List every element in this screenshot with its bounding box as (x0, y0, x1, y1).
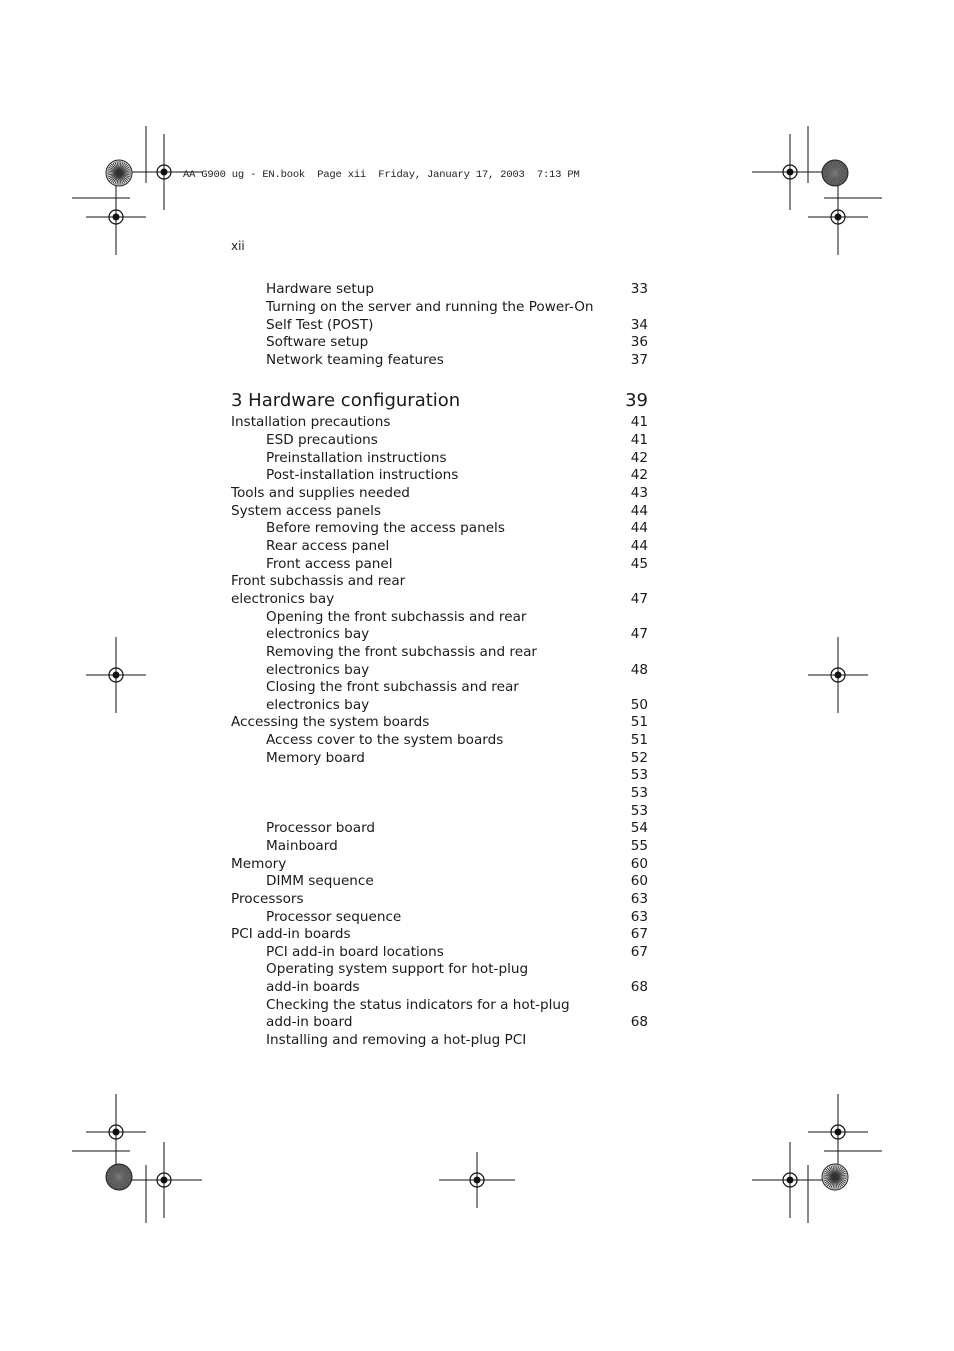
registration-target-dot (787, 169, 794, 176)
toc-entry-title: Front access panel (266, 556, 393, 572)
toc-entry-page: 45 (630, 556, 648, 572)
registration-target-dot (161, 169, 168, 176)
toc-entry-title: PCI add-in boards (231, 926, 351, 942)
toc-entry-title: Memory (231, 856, 287, 872)
toc-entry-title: electronics bay (266, 697, 370, 713)
toc-entry-title: ESD precautions (266, 432, 378, 448)
registration-target-dot (787, 1177, 794, 1184)
toc-entry-page: 53 (630, 785, 648, 801)
toc-entry-title: Mainboard (266, 838, 338, 854)
registration-target-dot (113, 672, 120, 679)
toc-entry-title: Processor sequence (266, 909, 402, 925)
toc-entry-title: Memory board (266, 750, 365, 766)
toc-entry-page: 33 (630, 281, 648, 297)
toc-entry-page: 60 (630, 856, 648, 872)
toc-chapter-page: 39 (625, 390, 648, 411)
toc-entry-title: add-in boards (266, 979, 360, 995)
toc-entry-page: 48 (630, 662, 648, 678)
toc-entry-title: Before removing the access panels (266, 520, 505, 536)
toc-entry-title: PCI add-in board locations (266, 944, 444, 960)
toc-entry-page: 50 (630, 697, 648, 713)
toc-entry-title: Installation precautions (231, 414, 391, 430)
toc-entry-title: electronics bay (266, 662, 370, 678)
toc-entry-title: Post-installation instructions (266, 467, 459, 483)
toc-entry-title: Closing the front subchassis and rear (266, 679, 519, 695)
registration-target-dot (835, 672, 842, 679)
toc-entry-title: electronics bay (266, 626, 370, 642)
toc-entry-page: 52 (630, 750, 648, 766)
toc-entry-page: 53 (630, 767, 648, 783)
toc-entry-page: 60 (630, 873, 648, 889)
toc-entry-page: 41 (630, 414, 648, 430)
registration-target-dot (161, 1177, 168, 1184)
registration-target-dot (113, 1129, 120, 1136)
toc-entry-page: 44 (630, 503, 648, 519)
toc-entry-title: Software setup (266, 334, 369, 350)
toc-entry-page: 68 (630, 1014, 648, 1030)
toc-entry-page: 44 (630, 520, 648, 536)
toc-entry-title: Turning on the server and running the Power-On (266, 299, 594, 315)
toc-entry-title: Hardware setup (266, 281, 374, 297)
toc-entry-page: 36 (630, 334, 648, 350)
toc-entry-title: Processors (231, 891, 304, 907)
toc-entry-page: 63 (630, 891, 648, 907)
toc-entry-title: Checking the status indicators for a hot-plug (266, 997, 570, 1013)
toc-entry-page: 51 (630, 714, 648, 730)
toc-entry-title: Operating system support for hot-plug (266, 961, 529, 977)
print-slug: AA G900 ug - EN.book Page xii Friday, January 17, 2003 7:13 PM (183, 169, 580, 181)
registration-target-dot (474, 1177, 481, 1184)
toc-entry-page: 51 (630, 732, 648, 748)
toc-entry-page: 37 (630, 352, 648, 368)
toc-chapter-title: 3 Hardware configuration (231, 390, 461, 411)
toc-entry-page: 43 (630, 485, 648, 501)
toc-entry-page: 55 (630, 838, 648, 854)
toc-entry-title: Opening the front subchassis and rear (266, 609, 527, 625)
toc-entry-title: Accessing the system boards (231, 714, 430, 730)
registration-target-dot (835, 214, 842, 221)
registration-target-dot (835, 1129, 842, 1136)
toc-entry-page: 41 (630, 432, 648, 448)
toc-entry-title: Front subchassis and rear (231, 573, 406, 589)
toc-entry-title: System access panels (231, 503, 381, 519)
toc-entry-page: 42 (630, 467, 648, 483)
toc-entry-page: 54 (630, 820, 648, 836)
toc-entry-title: Preinstallation instructions (266, 450, 447, 466)
toc-entry-page: 47 (630, 626, 648, 642)
toc-entry-title: Access cover to the system boards (266, 732, 504, 748)
page-number: xii (231, 239, 245, 253)
toc-entry-title: Network teaming features (266, 352, 444, 368)
toc-entry-page: 67 (630, 926, 648, 942)
registration-target-dot (113, 214, 120, 221)
toc-entry-page: 67 (630, 944, 648, 960)
toc-entry-title: Self Test (POST) (266, 317, 374, 333)
toc-entry-title: add-in board (266, 1014, 353, 1030)
toc-entry-title: Installing and removing a hot-plug PCI (266, 1032, 527, 1048)
toc-entry-page: 47 (630, 591, 648, 607)
toc-entry-title: Processor board (266, 820, 376, 836)
toc-entry-title: Tools and supplies needed (231, 485, 410, 501)
toc-entry-page: 42 (630, 450, 648, 466)
toc-entry-title: DIMM sequence (266, 873, 374, 889)
toc-entry-page: 53 (630, 803, 648, 819)
toc-entry-page: 68 (630, 979, 648, 995)
toc-entry-title: Removing the front subchassis and rear (266, 644, 537, 660)
toc-entry-page: 44 (630, 538, 648, 554)
toc-entry-page: 63 (630, 909, 648, 925)
toc-entry-title: Rear access panel (266, 538, 390, 554)
toc-entry-page: 34 (630, 317, 648, 333)
toc-entry-title: electronics bay (231, 591, 335, 607)
